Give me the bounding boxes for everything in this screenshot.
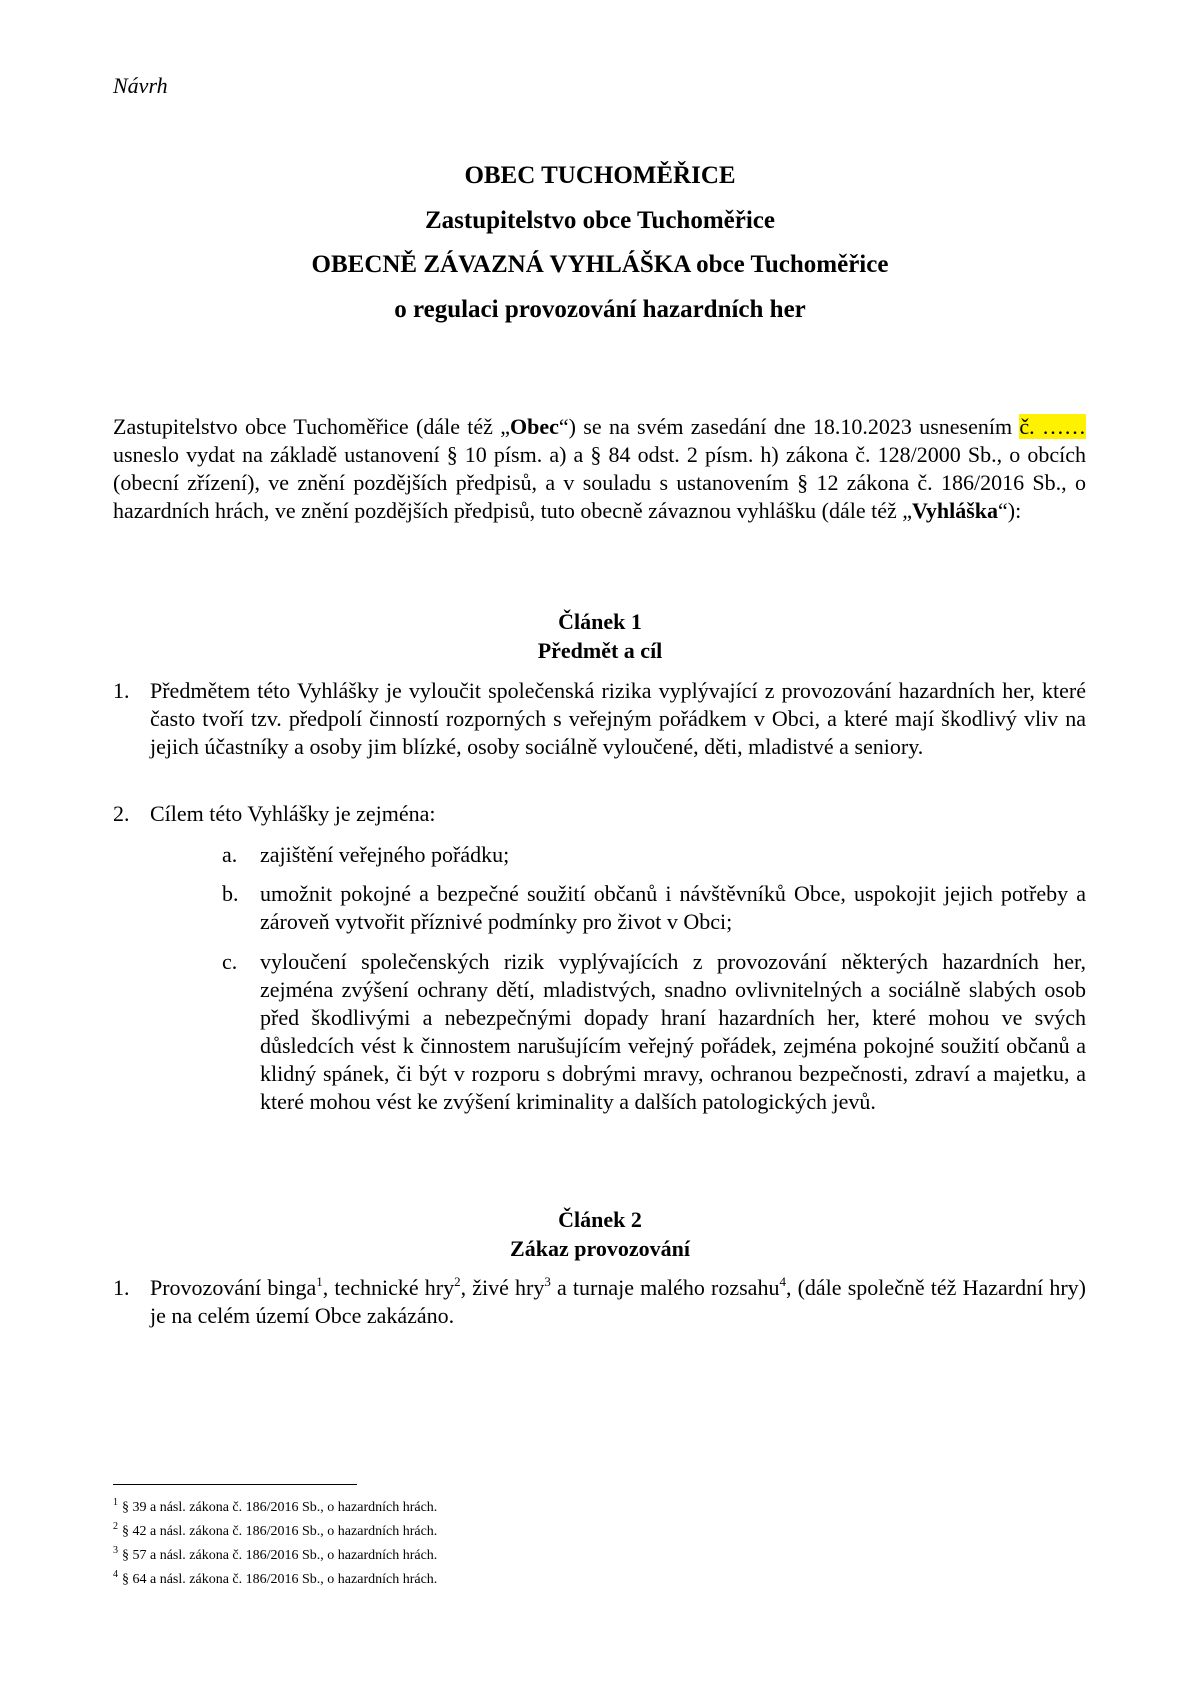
article-2-item-1 bbox=[113, 1274, 1086, 1330]
item-text-seg-2: , technické hry bbox=[322, 1275, 455, 1300]
article-1-subitem-b bbox=[222, 880, 1086, 936]
highlighted-resolution-number: č. …… bbox=[1019, 414, 1087, 439]
item-text-seg-4: a turnaje malého rozsahu bbox=[550, 1275, 780, 1300]
footnote-4 bbox=[113, 1568, 1013, 1592]
footnote-number: 3 bbox=[113, 1545, 118, 1556]
title-subject: o regulaci provozování hazardních her bbox=[394, 295, 806, 323]
intro-vyhlaska-term: Vyhláška bbox=[912, 498, 999, 523]
footnote-number: 1 bbox=[113, 1497, 118, 1508]
footnote-text: § 57 a násl. zákona č. 186/2016 Sb., o hazardních hrách. bbox=[122, 1548, 438, 1563]
article-1-subitem-a bbox=[222, 841, 1086, 869]
footnote-number: 4 bbox=[113, 1569, 118, 1580]
title-municipality: OBEC TUCHOMĚŘICE bbox=[464, 162, 736, 189]
item-text: Cílem této Vyhlášky je zejména: bbox=[150, 801, 436, 826]
footnote-number: 2 bbox=[113, 1521, 118, 1532]
subitem-letter: c. bbox=[222, 949, 238, 974]
item-number: 2. bbox=[113, 801, 130, 826]
item-text bbox=[150, 1274, 1086, 1330]
item-number: 1. bbox=[113, 678, 130, 703]
article-2-number: Článek 2 bbox=[558, 1207, 642, 1232]
article-1-number: Článek 1 bbox=[558, 609, 642, 634]
footnote-text: § 64 a násl. zákona č. 186/2016 Sb., o hazardních hrách. bbox=[122, 1572, 438, 1587]
title-decree: OBECNĚ ZÁVAZNÁ VYHLÁŠKA obce Tuchoměřice bbox=[311, 251, 889, 278]
subitem-text: zajištění veřejného pořádku; bbox=[260, 842, 510, 867]
footnote-text: § 42 a násl. zákona č. 186/2016 Sb., o hazardních hrách. bbox=[122, 1524, 438, 1539]
intro-paragraph bbox=[113, 413, 1086, 525]
footnote-2 bbox=[113, 1520, 1013, 1544]
item-text-seg-5: , (dále společně též Hazardní hry) je na celém území Obce zakázáno. bbox=[150, 1275, 1087, 1328]
subitem-letter: a. bbox=[222, 842, 238, 867]
intro-text-1: Zastupitelstvo obce Tuchoměřice (dále též „ bbox=[113, 414, 511, 439]
article-2-heading bbox=[0, 1205, 1200, 1263]
article-1-item-2 bbox=[113, 800, 1086, 828]
footnote-ref-1: 1 bbox=[316, 1274, 323, 1289]
footnote-ref-2: 2 bbox=[454, 1274, 461, 1289]
intro-text-2: “) se na svém zasedání dne 18.10.2023 usnesením bbox=[558, 414, 1020, 439]
item-text-seg-3: , živé hry bbox=[460, 1275, 545, 1300]
subitem-letter: b. bbox=[222, 881, 239, 906]
item-text-seg-1: Provozování binga bbox=[150, 1275, 317, 1300]
footnote-ref-3: 3 bbox=[544, 1274, 551, 1289]
subitem-text: umožnit pokojné a bezpečné soužití občanů i návštěvníků Obce, uspokojit jejich potřeby a zároveň vytvořit příznivé podmínky pro život v Obci; bbox=[260, 881, 1086, 934]
item-text: Předmětem této Vyhlášky je vyloučit společenská rizika vyplývající z provozování hazardních her, které často tvoří tzv. předpolí činností rozporných s veřejným pořádkem v Obci, a které mají škodlivý vliv na jejich účastníky a osoby jim blízké, osoby sociálně vyloučené, děti, mladistvé a seniory. bbox=[150, 678, 1086, 759]
article-1-title: Předmět a cíl bbox=[537, 638, 663, 663]
document-title-block bbox=[0, 154, 1200, 332]
footnote-text: § 39 a násl. zákona č. 186/2016 Sb., o hazardních hrách. bbox=[122, 1500, 438, 1515]
draft-label: Návrh bbox=[113, 73, 168, 98]
footnote-ref-4: 4 bbox=[779, 1274, 786, 1289]
item-number: 1. bbox=[113, 1275, 130, 1300]
title-council: Zastupitelstvo obce Tuchoměřice bbox=[425, 206, 775, 234]
article-1-item-1 bbox=[113, 677, 1086, 761]
footnotes bbox=[113, 1496, 1013, 1592]
article-1-subitem-c bbox=[222, 948, 1086, 1116]
intro-text-4: “): bbox=[998, 498, 1022, 523]
subitem-text: vyloučení společenských rizik vyplývajících z provozování některých hazardních her, zejména zvýšení ochrany dětí, mladistvých, snadno ovlivnitelných a sociálně slabých osob před škodlivými a nebezpečnými dopady hraní hazardních her, které mohou ve svých důsledcích vést k činnostem narušujícím veřejný pořádek, zejména pokojné soužití občanů a klidný spánek, či být v rozporu s dobrými mravy, ochranou bezpečnosti, zdraví a majetku, a které mohou vést ke zvýšení kriminality a dalších patologických jevů. bbox=[260, 949, 1086, 1114]
intro-text-3: usneslo vydat na základě ustanovení § 10 písm. a) a § 84 odst. 2 písm. h) zákona č. 128/2000 Sb., o obcích (obecní zřízení), ve znění pozdějších předpisů, a v souladu s ustanovením § 12 zákona č. 186/2016 Sb., o hazardních hrách, ve znění pozdějších předpisů, tuto obecně závaznou vyhlášku (dále též „ bbox=[113, 442, 1086, 523]
article-2-title: Zákaz provozování bbox=[510, 1236, 690, 1261]
footnote-1 bbox=[113, 1496, 1013, 1520]
intro-obec-term: Obec bbox=[510, 414, 559, 439]
footnote-separator bbox=[113, 1484, 357, 1485]
article-1-heading bbox=[0, 607, 1200, 665]
footnote-3 bbox=[113, 1544, 1013, 1568]
